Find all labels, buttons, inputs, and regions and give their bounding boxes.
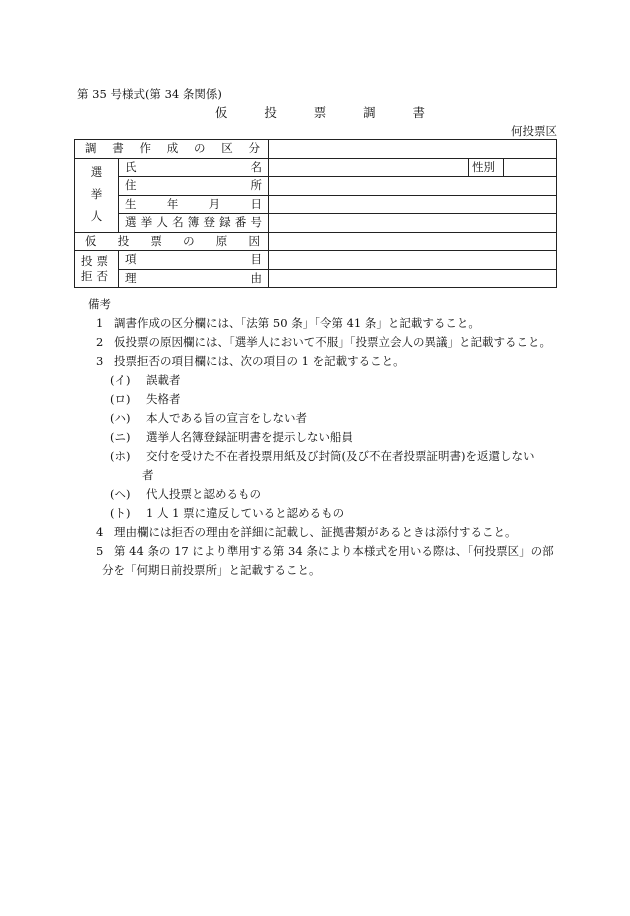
name-input-cell[interactable] xyxy=(269,158,469,177)
note-subitem: (ニ) 選挙人名簿登録証明書を提示しない船員 xyxy=(110,430,353,444)
category-input-cell[interactable] xyxy=(269,140,557,159)
title-char: 書 xyxy=(412,105,425,120)
reason-label: 理 由 xyxy=(125,270,262,285)
gender-label: 性別 xyxy=(472,159,495,174)
address-label: 住 所 xyxy=(125,178,262,192)
row-birthdate xyxy=(75,195,557,214)
voter-label: 選 挙 人 xyxy=(90,165,103,224)
reason-label-cell xyxy=(119,269,269,288)
gender-input-cell[interactable] xyxy=(504,158,557,177)
notes-heading: 備考 xyxy=(88,297,111,311)
provisional-reason-label: 仮 投 票 の 原 因 xyxy=(85,233,260,248)
form-number: 第 35 号様式(第 34 条関係) xyxy=(77,87,222,101)
note-continuation: 分を「何期日前投票所」と記載すること。 xyxy=(102,563,321,577)
note-item: 5 第 44 条の 17 により準用する第 34 条により本様式を用いる際は、「何投票区」の部 xyxy=(96,544,554,558)
reason-input-cell[interactable] xyxy=(269,269,557,288)
note-subitem: (ハ) 本人である旨の宣言をしない者 xyxy=(110,411,307,425)
gender-label-cell xyxy=(469,158,504,177)
birthdate-label-cell xyxy=(119,195,269,214)
row-name xyxy=(75,158,557,177)
note-subitem-continuation: 者 xyxy=(142,468,154,482)
investigation-form-table xyxy=(74,139,557,288)
birthdate-input-cell[interactable] xyxy=(269,195,557,214)
refusal-label: 投票 拒否 xyxy=(81,254,112,283)
row-category xyxy=(75,140,557,159)
title-char: 仮 xyxy=(215,105,228,120)
title-char: 調 xyxy=(363,105,376,120)
item-input-cell[interactable] xyxy=(269,251,557,270)
note-subitem: (ホ) 交付を受けた不在者投票用紙及び封筒(及び不在者投票証明書)を返還しない xyxy=(110,449,535,463)
category-label-cell xyxy=(75,140,269,159)
row-provisional-reason xyxy=(75,232,557,251)
note-item: 4 理由欄には拒否の理由を詳細に記載し、証拠書類があるときは添付すること。 xyxy=(96,525,517,539)
notes-list xyxy=(96,314,566,580)
district-label: 何投票区 xyxy=(511,124,557,138)
address-label-cell xyxy=(119,177,269,196)
title-char: 投 xyxy=(264,105,277,120)
item-label: 項 目 xyxy=(125,252,262,266)
registry-input-cell[interactable] xyxy=(269,214,557,233)
row-registry xyxy=(75,214,557,233)
provisional-reason-input-cell[interactable] xyxy=(269,232,557,251)
row-refusal-reason xyxy=(75,269,557,288)
row-address xyxy=(75,177,557,196)
category-label: 調 書 作 成 の 区 分 xyxy=(85,141,260,155)
form-title xyxy=(215,103,425,121)
refusal-label-cell xyxy=(75,251,119,288)
voter-label-cell xyxy=(75,158,119,232)
note-subitem: (ロ) 失格者 xyxy=(110,392,181,406)
note-subitem: (ヘ) 代人投票と認めるもの xyxy=(110,487,261,501)
title-char: 票 xyxy=(313,105,327,120)
registry-label-cell xyxy=(119,214,269,233)
registry-number-label: 選 挙 人 名 簿 登 録 番 号 xyxy=(125,215,262,229)
note-subitem: (イ) 誤載者 xyxy=(110,373,181,387)
address-input-cell[interactable] xyxy=(269,177,557,196)
note-item: 1 調書作成の区分欄には、「法第 50 条」「令第 41 条」と記載すること。 xyxy=(96,316,480,330)
birthdate-label: 生 年 月 日 xyxy=(125,196,262,211)
name-label: 氏 名 xyxy=(125,159,262,174)
item-label-cell xyxy=(119,251,269,270)
row-refusal-item xyxy=(75,251,557,270)
provisional-reason-label-cell xyxy=(75,232,269,251)
note-item: 3 投票拒否の項目欄には、次の項目の 1 を記載すること。 xyxy=(96,354,405,368)
name-label-cell xyxy=(119,158,269,177)
note-subitem: (ト) 1 人 1 票に違反していると認めるもの xyxy=(110,506,345,520)
note-item: 2 仮投票の原因欄には、「選挙人において不服」「投票立会人の異議」と記載すること。 xyxy=(96,335,551,349)
